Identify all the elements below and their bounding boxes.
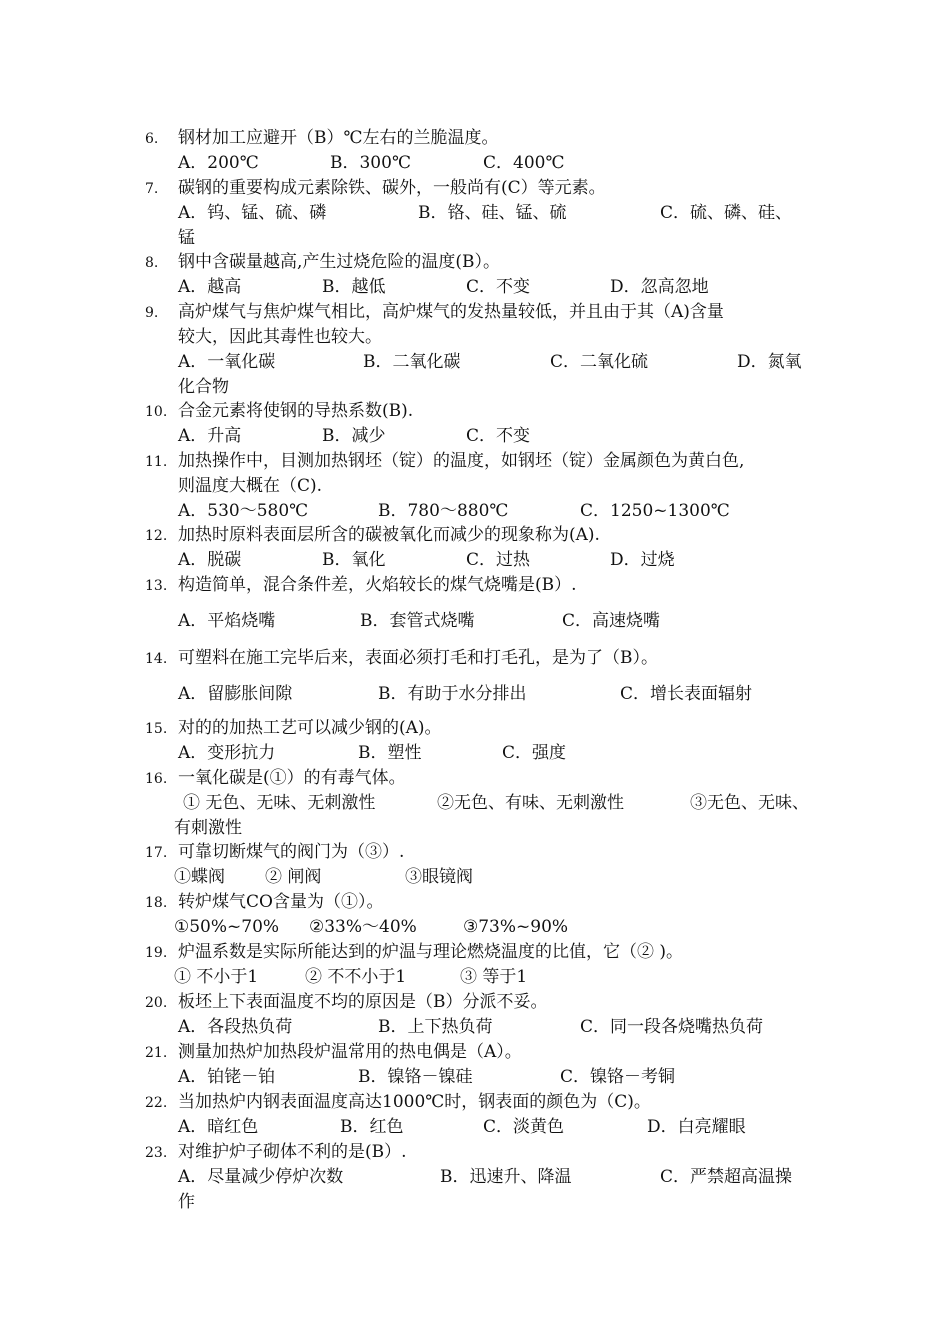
answer-option: B．迅速升、降温 [440,1167,572,1187]
answer-option: B．氧化 [322,550,386,570]
question-number: 19. [145,945,168,961]
answer-option: D．氮氧 [737,352,802,372]
answer-option: ②33%～40% [309,917,417,937]
answer-option: B．减少 [322,426,386,446]
answer-option: C．二氧化硫 [550,352,649,372]
question-number: 7. [145,181,159,197]
answer-option: C．镍铬－考铜 [560,1067,676,1087]
question-stem: 钢材加工应避开（B）℃左右的兰脆温度。 [178,128,499,148]
answer-option: A．尽量减少停炉次数 [178,1167,344,1187]
answer-option: C．不变 [466,277,531,297]
question-stem: 转炉煤气CO含量为（①）。 [178,892,384,912]
question-number: 6. [145,131,159,147]
question-number: 22. [145,1095,168,1111]
answer-option: C．过热 [466,550,531,570]
question-stem: 板坯上下表面温度不均的原因是（B）分派不妥。 [178,992,548,1012]
answer-option: A．留膨胀间隙 [178,684,293,704]
question-number: 8. [145,255,159,271]
answer-option: ② 闸阀 [265,867,322,887]
question-stem: 加热操作中，目测加热钢坯（锭）的温度，如钢坯（锭）金属颜色为黄白色, [178,451,745,471]
answer-option: ②无色、有味、无刺激性 [437,793,624,813]
question-stem: 对维护炉子砌体不利的是(B）. [178,1142,407,1162]
question-number: 15. [145,721,168,737]
answer-option: C．高速烧嘴 [562,611,661,631]
question-stem: 高炉煤气与焦炉煤气相比，高炉煤气的发热量较低，并且由于其（A)含量 [178,302,724,322]
answer-option: C．淡黄色 [483,1117,565,1137]
answer-option: B．二氧化碳 [363,352,461,372]
question-number: 18. [145,895,168,911]
question-stem: 可塑料在施工完毕后来，表面必须打毛和打毛孔，是为了（B）。 [178,648,658,668]
answer-option: ①50%~70% [174,917,280,937]
question-stem: 当加热炉内钢表面温度高达1000℃时，钢表面的颜色为（C)。 [178,1092,651,1112]
answer-option: A．200℃ [178,153,259,173]
question-number: 23. [145,1145,168,1161]
answer-option: 化合物 [178,377,229,397]
question-stem: 加热时原料表面层所含的碳被氧化而减少的现象称为(A). [178,525,600,545]
answer-option: A．脱碳 [178,550,242,570]
answer-option: A．暗红色 [178,1117,259,1137]
answer-option: B．越低 [322,277,386,297]
question-stem: 合金元素将使钢的导热系数(B). [178,401,414,421]
answer-option: B．上下热负荷 [378,1017,493,1037]
answer-option: C．1250~1300℃ [580,501,730,521]
answer-option: C．同一段各烧嘴热负荷 [580,1017,764,1037]
question-stem: 钢中含碳量越高,产生过烧危险的温度(B）。 [178,252,501,272]
question-stem: 则温度大概在（C). [178,476,323,496]
question-stem: 碳钢的重要构成元素除铁、碳外，一般尚有(C）等元素。 [178,178,606,198]
question-stem: 炉温系数是实际所能达到的炉温与理论燃烧温度的比值，它（② )。 [178,942,684,962]
answer-option: B．有助于水分排出 [378,684,527,704]
answer-option: ③ 等于1 [460,967,528,987]
answer-option: B．300℃ [330,153,411,173]
answer-option: C．硫、磷、硅、 [660,203,793,223]
question-number: 13. [145,578,168,594]
answer-option: D．白亮耀眼 [647,1117,746,1137]
answer-option: B．塑性 [358,743,422,763]
answer-option: A．变形抗力 [178,743,276,763]
question-number: 21. [145,1045,168,1061]
answer-option: B．镍铬－镍硅 [358,1067,473,1087]
answer-option: C．400℃ [483,153,565,173]
answer-option: A．一氧化碳 [178,352,276,372]
answer-option: A．钨、锰、硫、磷 [178,203,327,223]
answer-option: A．平焰烧嘴 [178,611,276,631]
answer-option: ①蝶阀 [174,867,225,887]
question-number: 16. [145,771,168,787]
question-stem: 测量加热炉加热段炉温常用的热电偶是（A）。 [178,1042,522,1062]
answer-option: D．过烧 [610,550,675,570]
answer-option: D．忽高忽地 [610,277,709,297]
question-stem: 对的的加热工艺可以减少钢的(A)。 [178,718,442,738]
answer-option: A．铂铑－铂 [178,1067,276,1087]
answer-option: C．强度 [502,743,567,763]
answer-option: C．增长表面辐射 [620,684,753,704]
answer-option: B．套管式烧嘴 [360,611,475,631]
answer-option: ① 无色、无味、无刺激性 [183,793,376,813]
answer-option: B．铬、硅、锰、硫 [418,203,567,223]
answer-option: A．升高 [178,426,242,446]
question-number: 9. [145,305,159,321]
question-stem: 可靠切断煤气的阀门为（③）. [178,842,405,862]
answer-option: B．红色 [340,1117,404,1137]
answer-option: 有刺激性 [174,818,242,838]
question-number: 17. [145,845,168,861]
answer-option: ① 不小于1 [174,967,259,987]
question-stem: 一氧化碳是(①）的有毒气体。 [178,768,406,788]
answer-option: 锰 [178,228,195,248]
question-stem: 较大，因此其毒性也较大。 [178,327,382,347]
answer-option: ③无色、无味、 [690,793,809,813]
answer-option: A．各段热负荷 [178,1017,293,1037]
answer-option: C．不变 [466,426,531,446]
question-stem: 构造简单，混合条件差，火焰较长的煤气烧嘴是(B）. [178,575,577,595]
answer-option: A．530～580℃ [178,501,309,521]
answer-option: ③73%~90% [463,917,569,937]
answer-option: B．780～880℃ [378,501,509,521]
answer-option: ② 不不小于1 [305,967,407,987]
question-number: 11. [145,454,168,470]
question-number: 20. [145,995,168,1011]
answer-option: 作 [178,1192,195,1212]
question-number: 10. [145,404,168,420]
answer-option: C．严禁超高温操 [660,1167,793,1187]
answer-option: A．越高 [178,277,242,297]
question-number: 12. [145,528,168,544]
question-number: 14. [145,651,168,667]
answer-option: ③眼镜阀 [405,867,473,887]
